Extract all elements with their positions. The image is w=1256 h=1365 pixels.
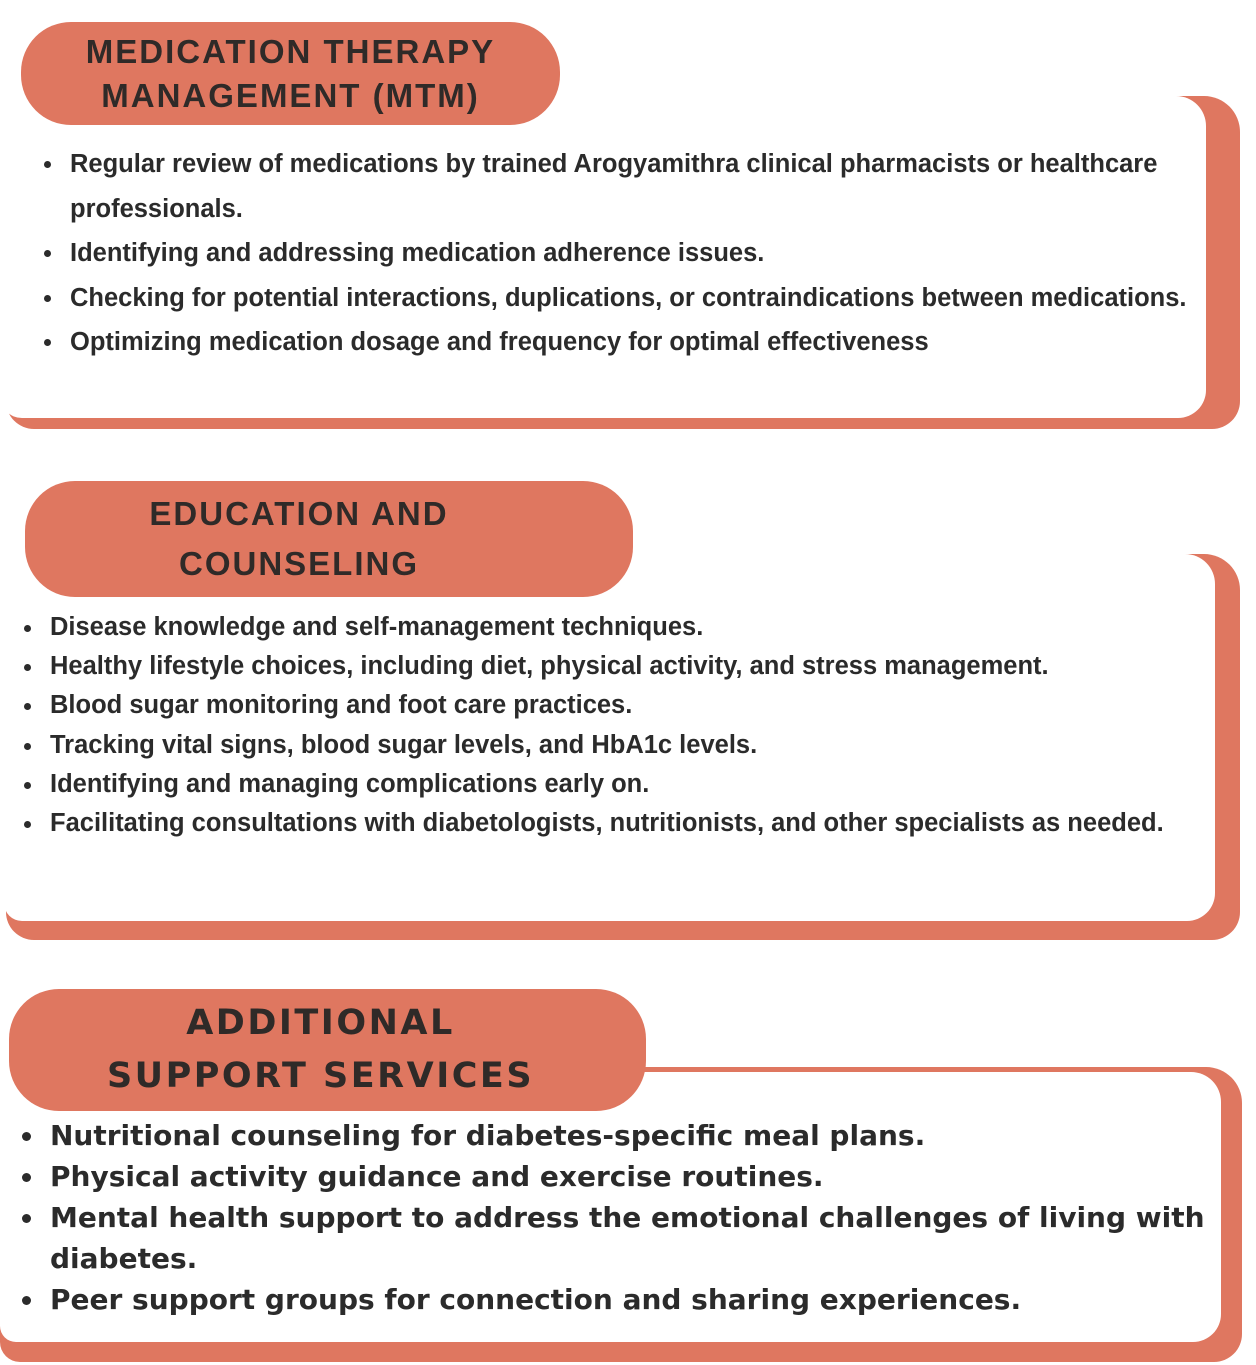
list-item: Tracking vital signs, blood sugar levels, and HbA1c levels. — [50, 726, 1210, 765]
list-item: Disease knowledge and self-management techniques. — [50, 608, 1210, 647]
support-heading-line-1: ADDITIONAL — [186, 1003, 455, 1043]
list-item: Identifying and addressing medication adherence issues. — [70, 231, 1190, 276]
list-item: Optimizing medication dosage and frequency for optimal effectiveness — [70, 320, 1190, 365]
education-heading-line-1: EDUCATION AND — [149, 495, 449, 532]
list-item: Peer support groups for connection and sharing experiences. — [50, 1279, 1220, 1320]
education-list — [50, 608, 1210, 843]
mtm-list — [70, 142, 1190, 365]
education-section-heading — [25, 481, 633, 597]
list-item: Nutritional counseling for diabetes-specific meal plans. — [50, 1115, 1220, 1156]
mtm-heading-line-2: MANAGEMENT (MTM) — [101, 76, 480, 114]
list-item: Blood sugar monitoring and foot care practices. — [50, 686, 1210, 725]
mtm-heading-line-1: MEDICATION THERAPY — [85, 32, 496, 70]
support-list — [50, 1115, 1220, 1320]
support-heading-line-2: SUPPORT SERVICES — [106, 1056, 535, 1096]
support-section-heading — [9, 989, 646, 1111]
list-item: Physical activity guidance and exercise routines. — [50, 1156, 1220, 1197]
list-item: Checking for potential interactions, duplications, or contraindications between medications. — [70, 276, 1190, 321]
list-item: Identifying and managing complications early on. — [50, 765, 1210, 804]
mtm-section-heading — [21, 22, 560, 125]
list-item: Mental health support to address the emotional challenges of living with diabetes. — [50, 1197, 1220, 1279]
list-item: Facilitating consultations with diabetologists, nutritionists, and other specialists as needed. — [50, 804, 1210, 843]
list-item: Regular review of medications by trained Arogyamithra clinical pharmacists or healthcare professionals. — [70, 142, 1190, 231]
education-heading-line-2: COUNSELING — [178, 545, 419, 582]
list-item: Healthy lifestyle choices, including diet, physical activity, and stress management. — [50, 647, 1210, 686]
